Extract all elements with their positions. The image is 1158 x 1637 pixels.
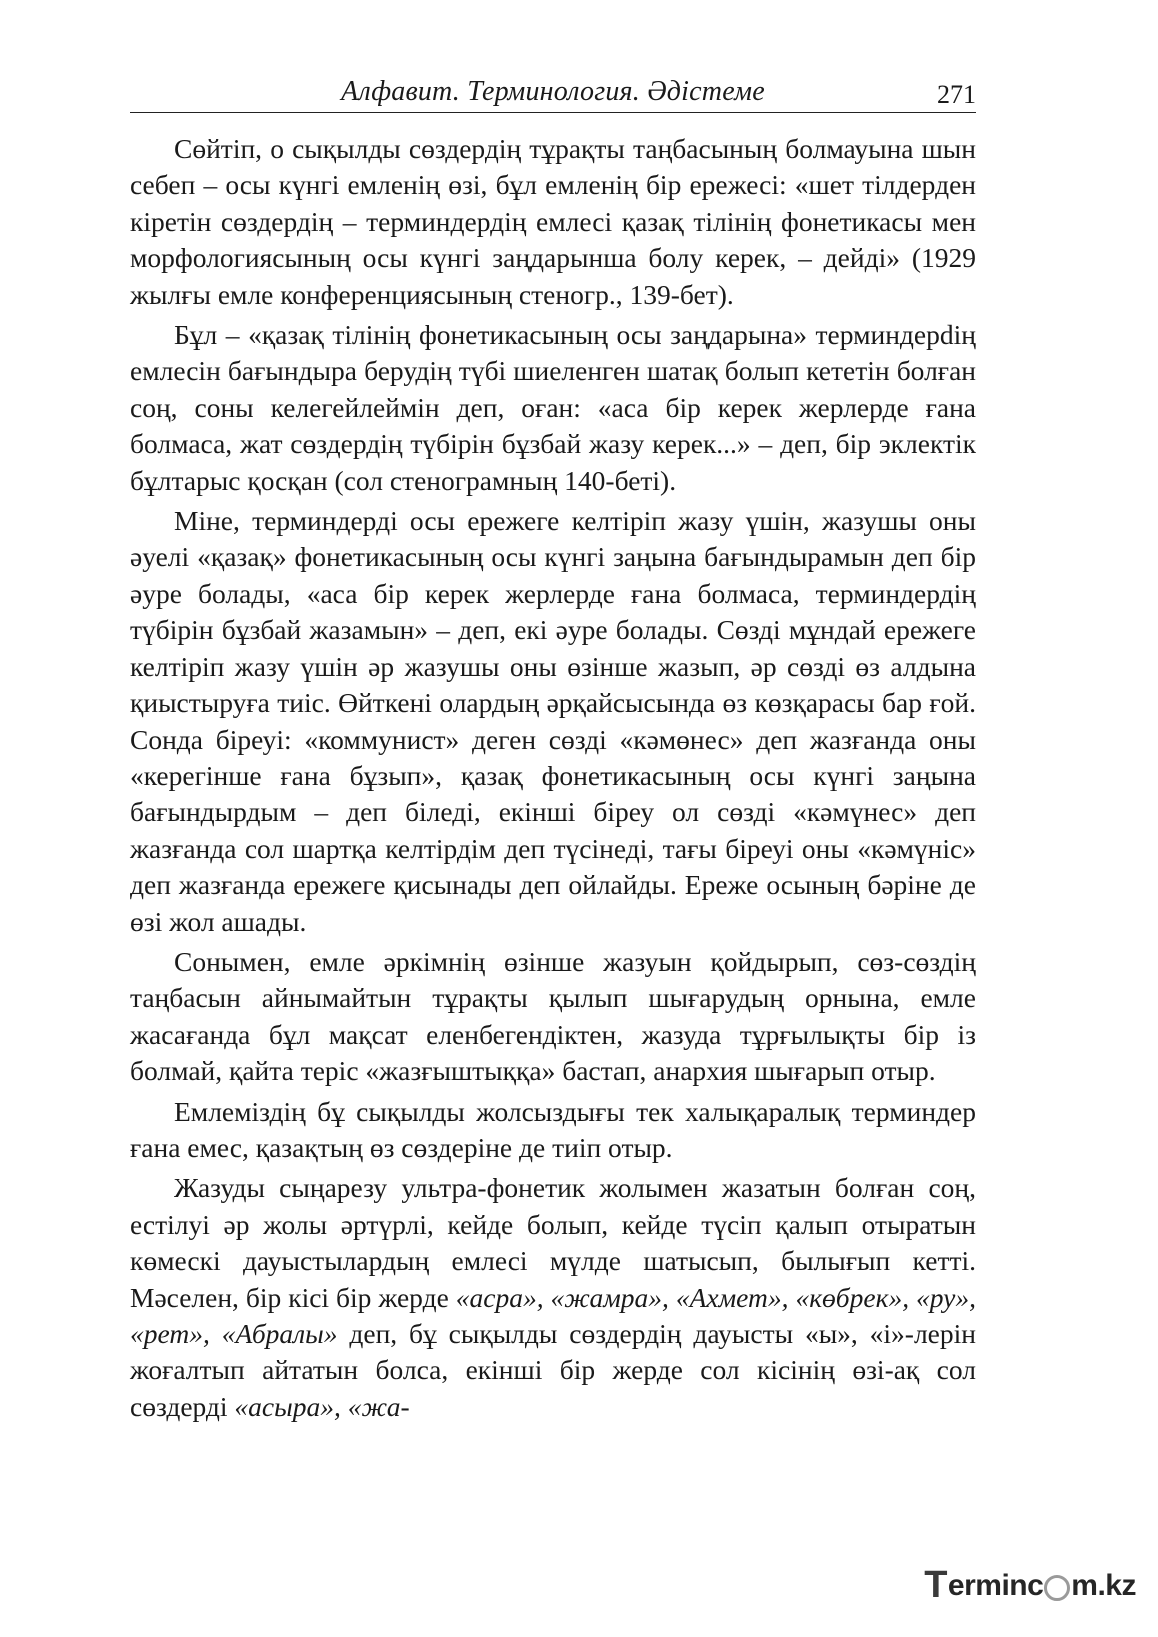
body-text (130, 131, 976, 1425)
termincom-watermark-logo (924, 1564, 1136, 1607)
watermark-text-part-2: m.kz (1071, 1568, 1136, 1602)
paragraph-6-text-before: Жазуды сыңарезу ультра-фонетик жолымен жазатын болған соң, естілуі әр жолы әртүрлі, кейде болып, кейде түсіп қалып отыратын көмескі дауыстылардың емлесі мүлде шатысып, былығып кетті. Мәселен, бір кісі бір жерде (130, 1172, 976, 1313)
magnifier-o-icon (1044, 1575, 1070, 1601)
paragraph-6-text-middle: деп, бұ сықылды сөздердің дауысты «ы», «і»-лерін жоғалтып айтатын болса, екінші бір жерде сол кісінің өзі-ақ сол сөздерді (130, 1318, 976, 1422)
document-page (130, 72, 976, 1425)
paragraph-3: Міне, терминдерді осы ережеге келтіріп жазу үшін, жазушы оны әуелі «қазақ» фонетикасының осы күнгі заңына бағындырамын деп бір әуре болады, «аса бір керек жерлерде ғана болмаса, терминдердің түбірін бұзбай жазамын» – деп, екі әуре болады. Сөзді мұндай ережеге келтіріп жазу үшін әр жазушы оны өзінше жазып, әр сөзді өз алдына қиыстыруға тиіс. Өйткені олардың әрқайсысында өз көзқарасы бар ғой. Сонда біреуі: «коммунист» деген сөзді «кәмөнес» деп жазғанда оны «керегінше ғана бұзып», қазақ фонетикасының осы күнгі заңына бағындырдым – деп біледі, екінші біреу ол сөзді «кәмүнес» деп жазғанда сол шартқа келтірдім деп түсінеді, тағы біреуі оны «кәмүніс» деп жазғанда ережеге қисынады деп ойлайды. Ереже осының бәріне де өзі жол ашады. (130, 505, 976, 937)
running-head (130, 72, 976, 113)
page-number: 271 (937, 80, 976, 109)
paragraph-2: Бұл – «қазақ тілінің фонетикасының осы заңдарына» терминдерdің емлесін бағындыра берудің түбі шиеленген шатақ болып кететін болған соң, соны келегейлеймін деп, оған: «аса бір керек жерлерде ғана болмаса, жат сөздердің түбірін бұзбай жазу керек...» – деп, бір эклектік бұлтарыс қосқан (сол стенограмның 140-беті). (130, 319, 976, 496)
running-title: Алфавит. Терминология. Әдістеме (341, 76, 765, 107)
paragraph-6 (130, 1170, 976, 1425)
watermark-text-part-1: erminc (947, 1568, 1044, 1602)
paragraph-4: Сонымен, емле әркімнің өзінше жазуын қойдырып, сөз-сөздің таңбасын айнымайтын тұрақты қылып шығарудың орнына, емле жасағанда бұл мақсат еленбегендіктен, жазуда тұрғылықты бір із болмай, қайта теріс «жазғыштыққа» бастап, анархия шығарып отыр. (130, 945, 976, 1087)
paragraph-5: Емлеміздің бұ сықылды жолсыздығы тек халықаралық терминдер ғана емес, қазақтың өз сөздеріне де тиіп отыр. (130, 1095, 976, 1163)
paragraph-1: Сөйтіп, о сықылды сөздердің тұрақты таңбасының болмауына шын себеп – осы күнгі емленің өзі, бұл емленің бір ережесі: «шет тілдерден кіретін сөздердің – терминдердің емлесі қазақ тілінің фонетикасы мен морфологиясының осы күнгі заңдарынша болу керек, – дейді» (1929 жылғы емле конференциясының стеногр., 139-бет). (130, 133, 976, 310)
paragraph-6-italic-continuation: «асыра», «жа- (234, 1390, 410, 1422)
paragraph-6-italic-examples: «асра», «жамра», «Ахмет», «көбрек», «ру», «рет», «Абралы» (130, 1281, 977, 1349)
watermark-t-letter: T (924, 1564, 947, 1606)
